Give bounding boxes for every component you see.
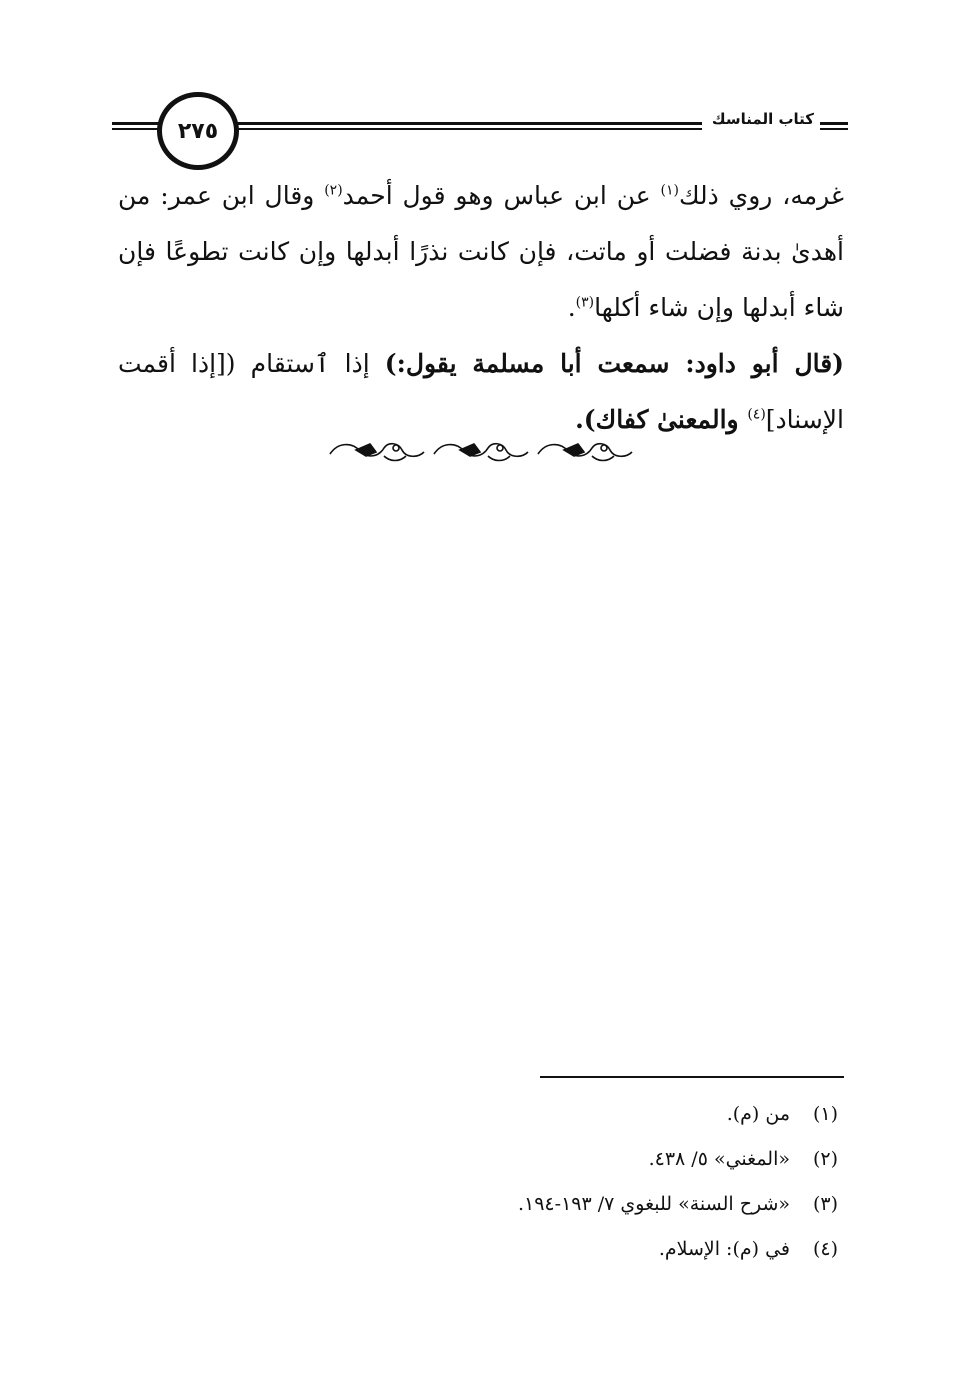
running-title: كتاب المناسك xyxy=(708,110,818,128)
header-rule xyxy=(232,128,702,130)
footnote xyxy=(318,1227,838,1272)
paragraph xyxy=(118,336,844,448)
bold-text: (قال أبو داود: سمعت أبا مسلمة يقول:) xyxy=(384,349,845,378)
text-span: . xyxy=(567,293,576,322)
footnote xyxy=(318,1182,838,1227)
footnote-text: «شرح السنة» للبغوي ٧/ ١٩٣-١٩٤. xyxy=(517,1193,790,1215)
main-text xyxy=(118,168,844,448)
footnote-ref: (٢) xyxy=(324,182,343,199)
ornament-unit xyxy=(538,444,632,461)
header-rule xyxy=(112,122,162,125)
footnote-text: في (م): الإسلام. xyxy=(658,1238,790,1260)
footnote-number: (١) xyxy=(812,1103,838,1125)
text-span: عن ابن عباس وهو قول أحمد xyxy=(342,181,661,210)
footnote xyxy=(318,1137,838,1182)
footnote-ref: (٣) xyxy=(575,294,595,311)
bold-text: والمعنىٰ كفاك). xyxy=(575,405,748,434)
footnote-separator xyxy=(540,1076,844,1078)
footnote xyxy=(318,1092,838,1137)
text-span: وقال ابن عمر: من أهدىٰ بدنة فضلت أو ماتت، فإن كانت نذرًا أبدلها وإن كانت تطوعًا فإن شاء أبدلها وإن شاء أكلها xyxy=(118,181,844,322)
text-span: إذا ٱستقام ([إذا أقمت الإسناد] xyxy=(118,349,844,434)
footnote-number: (٤) xyxy=(812,1238,838,1260)
header-rule xyxy=(820,128,848,130)
footnote-number: (٣) xyxy=(812,1193,838,1215)
page-header xyxy=(112,86,848,166)
ornament-unit xyxy=(330,444,424,461)
footnote-text: من (م). xyxy=(726,1103,790,1125)
ornament-divider-icon xyxy=(326,436,636,466)
page-number: ٢٧٥ xyxy=(157,92,239,170)
footnotes xyxy=(318,1092,838,1272)
paragraph xyxy=(118,168,844,336)
footnote-text: «المغني» ٥/ ٤٣٨. xyxy=(648,1148,790,1170)
footnote-ref: (١) xyxy=(660,182,679,199)
header-rule xyxy=(232,122,702,125)
header-rule xyxy=(112,128,162,130)
header-rule xyxy=(820,122,848,125)
ornament-unit xyxy=(434,444,528,461)
footnote-number: (٢) xyxy=(812,1148,838,1170)
footnote-ref: (٤) xyxy=(747,406,766,423)
text-span: غرمه، روي ذلك xyxy=(678,181,844,210)
